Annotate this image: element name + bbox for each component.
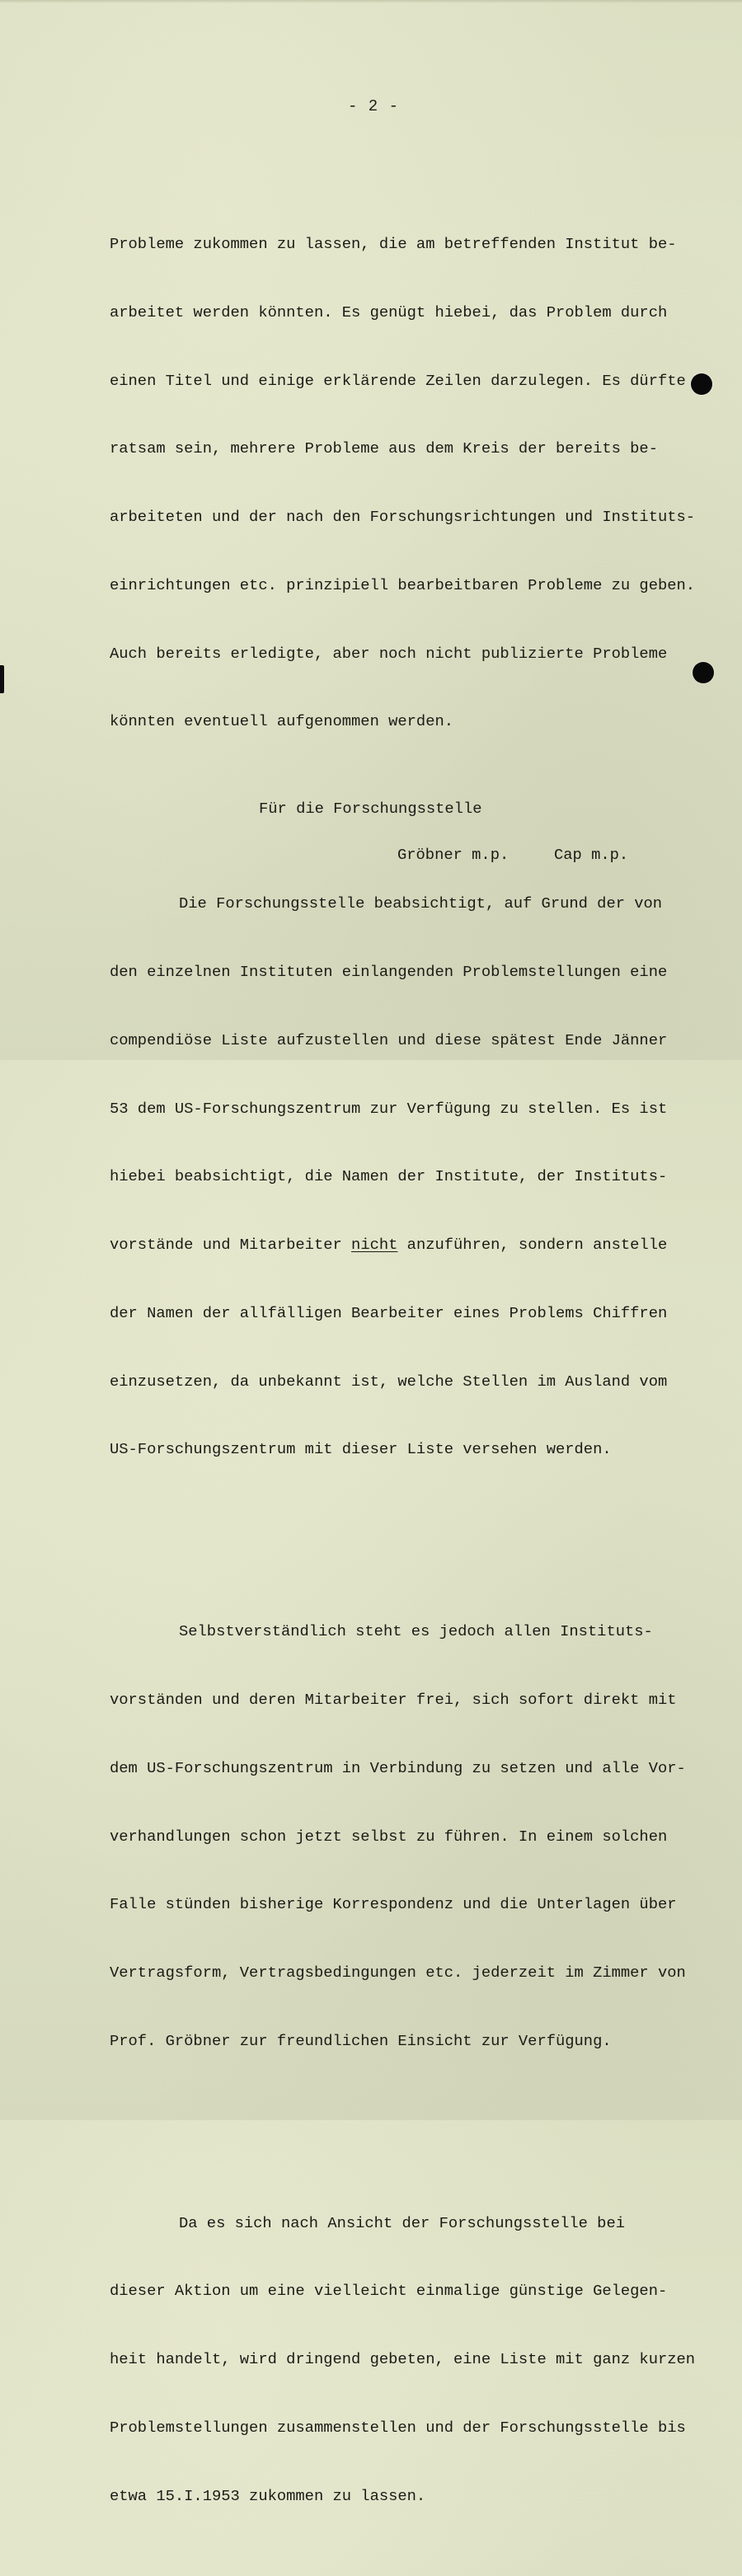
text-line: ratsam sein, mehrere Probleme aus dem Kreis der bereits be- xyxy=(110,439,658,458)
text-line: compendiöse Liste aufzustellen und diese spätest Ende Jänner xyxy=(110,1030,668,1049)
paragraph-2 xyxy=(110,847,703,1507)
letter-body xyxy=(110,120,703,2576)
signature-cap: Cap m.p. xyxy=(554,846,629,864)
text-line: den einzelnen Instituten einlangenden Problemstellungen eine xyxy=(110,962,668,981)
text-line: einzusetzen, da unbekannt ist, welche Stellen im Ausland vom xyxy=(110,1372,668,1391)
text-line: 53 dem US-Forschungszentrum zur Verfügung zu stellen. Es ist xyxy=(110,1099,668,1118)
paragraph-1 xyxy=(110,188,703,779)
text-line: hiebei beabsichtigt, die Namen der Institute, der Instituts- xyxy=(110,1167,668,1186)
paragraph-3 xyxy=(110,1575,703,2099)
text-line: könnten eventuell aufgenommen werden. xyxy=(110,712,454,731)
text-segment: vorstände und Mitarbeiter xyxy=(110,1236,352,1255)
text-line: Selbstverständlich steht es jedoch allen Instituts- xyxy=(179,1622,653,1641)
closing-line: Für die Forschungsstelle xyxy=(259,800,482,818)
text-line: Auch bereits erledigte, aber noch nicht publizierte Probleme xyxy=(110,644,668,663)
text-line: Prof. Gröbner zur freundlichen Einsicht zur Verfügung. xyxy=(110,2031,612,2050)
text-line: etwa 15.I.1953 zukommen zu lassen. xyxy=(110,2486,426,2505)
text-segment: anzuführen, sondern anstelle xyxy=(397,1236,668,1255)
scan-edge-mark xyxy=(0,665,4,693)
text-line: dieser Aktion um eine vielleicht einmalige günstige Gelegen- xyxy=(110,2282,668,2301)
punch-hole-icon xyxy=(691,373,712,395)
text-line: dem US-Forschungszentrum in Verbindung zu setzen und alle Vor- xyxy=(110,1758,686,1777)
text-line: heit handelt, wird dringend gebeten, eine Liste mit ganz kurzen xyxy=(110,2350,696,2369)
text-line: vorständen und deren Mitarbeiter frei, sich sofort direkt mit xyxy=(110,1690,677,1709)
text-line-with-emphasis xyxy=(110,1234,703,1257)
text-line: Die Forschungsstelle beabsichtigt, auf Grund der von xyxy=(179,894,663,913)
text-line: arbeiteten und der nach den Forschungsrichtungen und Instituts- xyxy=(110,508,696,527)
text-line: Da es sich nach Ansicht der Forschungsstelle bei xyxy=(179,2213,625,2232)
text-line: US-Forschungszentrum mit dieser Liste versehen werden. xyxy=(110,1440,612,1459)
text-line: Vertragsform, Vertragsbedingungen etc. jederzeit im Zimmer von xyxy=(110,1964,686,1982)
text-line: arbeitet werden könnten. Es genügt hiebei, das Problem durch xyxy=(110,303,668,321)
page-number: - 2 - xyxy=(347,97,399,115)
text-line: Problemstellungen zusammenstellen und der Forschungsstelle bis xyxy=(110,2418,686,2437)
text-line: Probleme zukommen zu lassen, die am betreffenden Institut be- xyxy=(110,234,677,253)
punch-hole-icon xyxy=(693,662,714,683)
text-line: der Namen der allfälligen Bearbeiter eines Problems Chiffren xyxy=(110,1303,668,1322)
paragraph-4 xyxy=(110,2166,703,2553)
signature-grobner: Gröbner m.p. xyxy=(397,846,510,864)
text-line: einrichtungen etc. prinzipiell bearbeitbaren Probleme zu geben. xyxy=(110,575,696,594)
text-line: verhandlungen schon jetzt selbst zu führen. In einem solchen xyxy=(110,1827,668,1846)
text-line: einen Titel und einige erklärende Zeilen darzulegen. Es dürfte xyxy=(110,371,686,390)
page-top-edge xyxy=(0,0,742,3)
underlined-word: nicht xyxy=(351,1236,398,1255)
text-line: Falle stünden bisherige Korrespondenz und die Unterlagen über xyxy=(110,1895,677,1914)
